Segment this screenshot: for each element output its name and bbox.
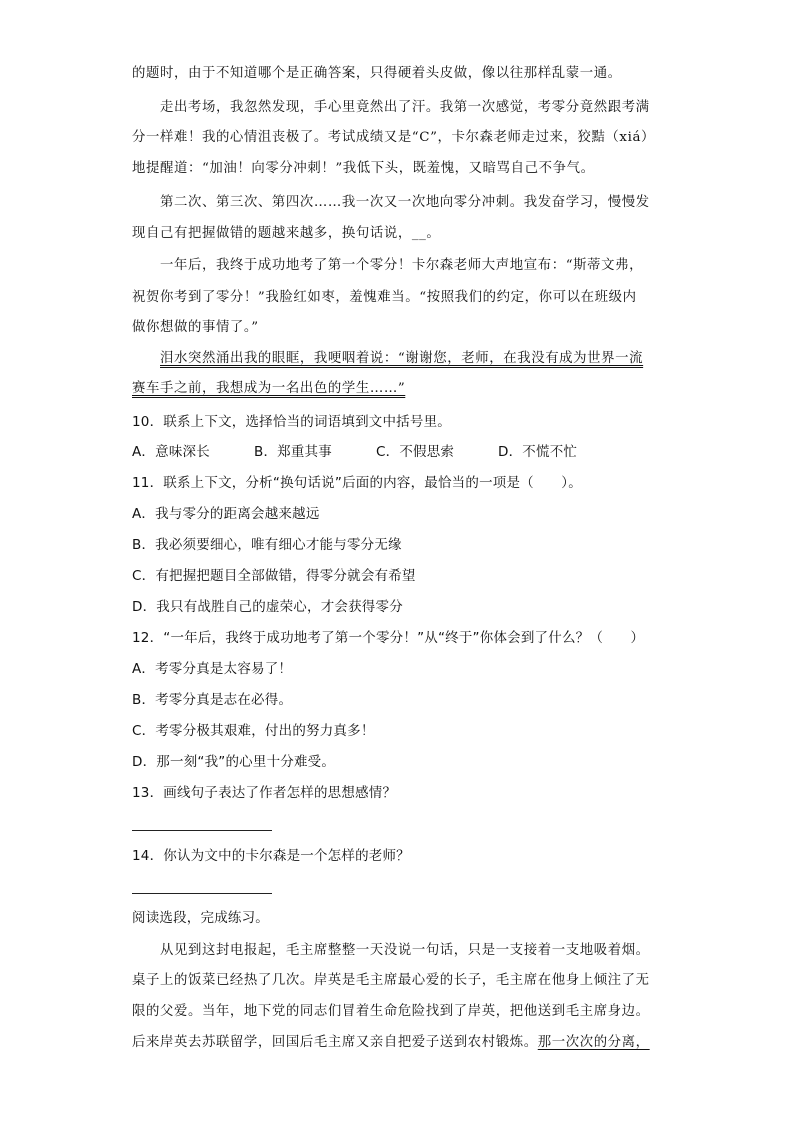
option-a: A．意味深长 bbox=[132, 444, 210, 460]
passage-text: 。 bbox=[426, 226, 441, 241]
passage-line: 从见到这封电报起，毛主席整整一天没说一句话，只是一支接着一支地吸着烟。 bbox=[160, 943, 650, 958]
option-c: C．考零分极其艰难，付出的努力真多！ bbox=[132, 723, 375, 739]
option-d: D．不慌不忙 bbox=[498, 444, 578, 460]
answer-line[interactable] bbox=[132, 893, 272, 894]
option-b: B．考零分真是志在必得。 bbox=[132, 692, 293, 708]
passage-line bbox=[132, 1033, 650, 1053]
passage-line: 走出考场，我忽然发现，手心里竟然出了汗。我第一次感觉，考零分竟然跟考满 bbox=[160, 100, 650, 115]
question-14-stem: 14．你认为文中的卡尔森是一个怎样的老师？ bbox=[132, 848, 410, 864]
section-intro: 阅读选段，完成练习。 bbox=[132, 910, 269, 926]
passage-line: 的题时，由于不知道哪个是正确答案，只得硬着头皮做，像以往那样乱蒙一通。 bbox=[132, 66, 622, 81]
passage-line: 桌子上的饭菜已经热了几次。岸英是毛主席最心爱的长子，毛主席在他身上倾注了无 bbox=[132, 973, 650, 988]
question-10-options bbox=[132, 442, 577, 462]
question-10-stem: 10．联系上下文，选择恰当的词语填到文中括号里。 bbox=[132, 414, 451, 430]
question-13-stem: 13．画线句子表达了作者怎样的思想感情？ bbox=[132, 785, 397, 801]
option-d: D．我只有战胜自己的虚荣心，才会获得零分 bbox=[132, 599, 403, 615]
underlined-sentence: 泪水突然涌出我的眼眶，我哽咽着说：“谢谢您，老师，在我没有成为世界一流 bbox=[160, 351, 644, 366]
question-12-stem: 12．“一年后，我终于成功地考了第一个零分！”从“终于”你体会到了什么？（ ） bbox=[132, 630, 645, 646]
passage-text: 后来岸英去苏联留学，回国后毛主席又亲自把爱子送到农村锻炼。 bbox=[132, 1035, 538, 1050]
answer-line[interactable] bbox=[132, 830, 272, 831]
passage-line: 限的父爱。当年，地下党的同志们冒着生命危险找到了岸英，把他送到毛主席身边。 bbox=[132, 1004, 650, 1019]
underlined-sentence: 赛车手之前，我想成为一名出色的学生……” bbox=[132, 381, 406, 396]
option-a: A．考零分真是太容易了！ bbox=[132, 661, 293, 677]
option-b: B．我必须要细心，唯有细心才能与零分无缘 bbox=[132, 537, 402, 553]
passage-line bbox=[132, 224, 440, 244]
option-b: B．郑重其事 bbox=[254, 444, 332, 460]
underlined-sentence: 那一次次的分离， bbox=[537, 1035, 650, 1050]
passage-line: 分一样难！我的心情沮丧极了。考试成绩又是“C”，卡尔森老师走过来，狡黠（xiá） bbox=[132, 130, 656, 145]
fill-blank: __ bbox=[411, 226, 427, 241]
option-c: C．不假思索 bbox=[376, 444, 455, 460]
passage-line: 地提醒道：“加油！向零分冲刺！”我低下头，既羞愧，又暗骂自己不争气。 bbox=[132, 161, 595, 176]
option-c: C．有把握把题目全部做错，得零分就会有希望 bbox=[132, 568, 416, 584]
passage-line: 祝贺你考到了零分！”我脸红如枣，羞愧难当。“按照我们的约定，你可以在班级内 bbox=[132, 290, 637, 305]
passage-line: 一年后，我终于成功地考了第一个零分！卡尔森老师大声地宣布：“斯蒂文弗， bbox=[160, 258, 644, 273]
option-a: A．我与零分的距离会越来越远 bbox=[132, 506, 320, 522]
passage-text: 现自己有把握做错的题越来越多，换句话说， bbox=[132, 226, 412, 241]
passage-line: 第二次、第三次、第四次……我一次又一次地向零分冲刺。我发奋学习，慢慢发 bbox=[160, 195, 650, 210]
option-d: D．那一刻“我”的心里十分难受。 bbox=[132, 754, 336, 770]
question-11-stem: 11．联系上下文，分析“换句话说”后面的内容，最恰当的一项是（ ）。 bbox=[132, 475, 582, 491]
passage-line: 做你想做的事情了。” bbox=[132, 320, 259, 335]
